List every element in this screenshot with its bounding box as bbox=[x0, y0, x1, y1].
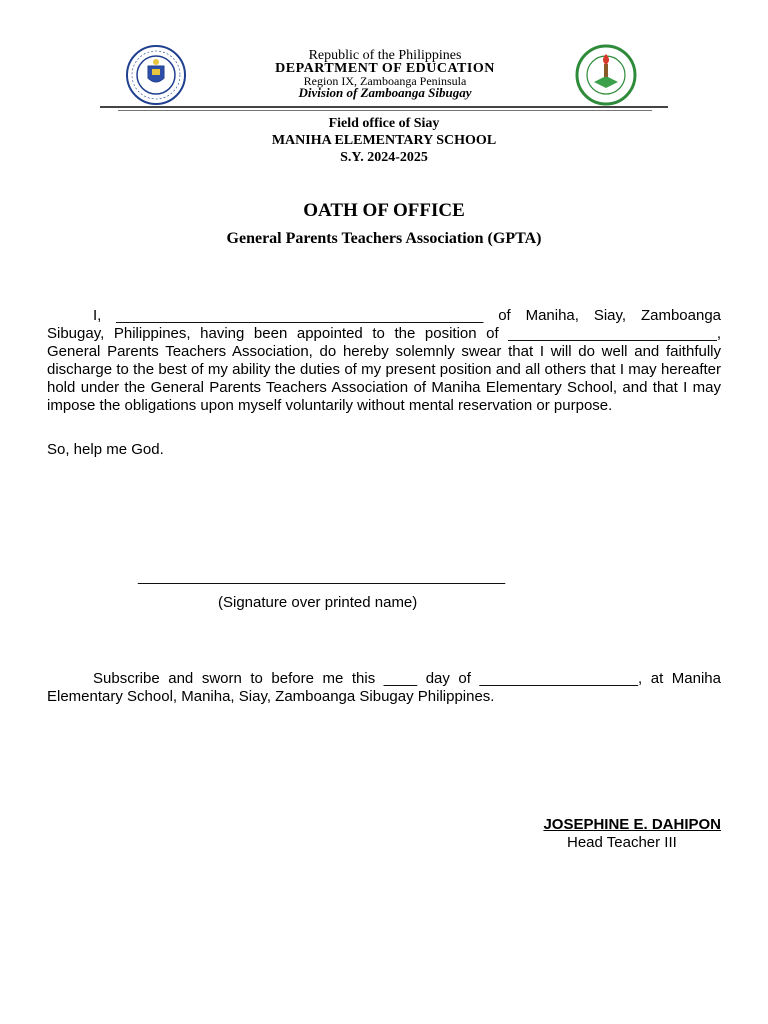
oath-paragraph bbox=[47, 307, 721, 415]
school-year: S.Y. 2024-2025 bbox=[340, 150, 428, 165]
name-blank: ____________________________________________ bbox=[116, 307, 484, 324]
oath-closing: So, help me God. bbox=[47, 441, 164, 458]
document-title: OATH OF OFFICE bbox=[303, 200, 465, 221]
letterhead-division: Division of Zamboanga Sibugay bbox=[298, 85, 472, 100]
official-position: Head Teacher III bbox=[567, 834, 677, 851]
letterhead-rule-thin bbox=[118, 110, 652, 111]
sworn-paragraph bbox=[47, 670, 721, 706]
oath-text-start: I, bbox=[93, 307, 102, 324]
oath-text-end: , General Parents Teachers Association, do hereby solemnly swear that I will do well and faithfully discharge to the best of my ability the duties of my present position and all others that I may hereafter hold under the General Parents Teachers Association of Maniha Elementary School, and that I may impose the obligations upon myself voluntarily without mental reservation or purpose. bbox=[47, 325, 722, 414]
field-office: Field office of Siay bbox=[328, 116, 440, 131]
sworn-text-end: , at Maniha Elementary School, Maniha, Siay, Zamboanga Sibugay Philippines. bbox=[47, 670, 721, 705]
letterhead-department: DEPARTMENT OF EDUCATION bbox=[275, 61, 495, 76]
school-name: MANIHA ELEMENTARY SCHOOL bbox=[271, 133, 497, 148]
letterhead-rule bbox=[100, 106, 668, 108]
position-blank: _________________________ bbox=[508, 325, 717, 342]
month-blank: ___________________ bbox=[479, 670, 639, 687]
document-subtitle: General Parents Teachers Association (GPTA) bbox=[226, 230, 542, 247]
oath-text-middle: of Maniha, Siay, Zamboanga Sibugay, Philippines, having been appointed to the position of bbox=[47, 307, 721, 342]
day-blank: ____ bbox=[383, 670, 418, 687]
deped-seal-logo bbox=[108, 44, 204, 106]
letterhead-region: Region IX, Zamboanga Peninsula bbox=[303, 74, 467, 88]
letterhead-republic: Republic of the Philippines bbox=[308, 48, 462, 63]
sworn-text-day-of: day of bbox=[425, 670, 471, 687]
division-seal-logo bbox=[558, 44, 654, 106]
sworn-text-start: Subscribe and sworn to before me this bbox=[93, 670, 376, 687]
signature-caption: (Signature over printed name) bbox=[218, 594, 418, 611]
signature-line: ____________________________________________ bbox=[138, 568, 506, 585]
official-name: JOSEPHINE E. DAHIPON bbox=[543, 816, 721, 833]
